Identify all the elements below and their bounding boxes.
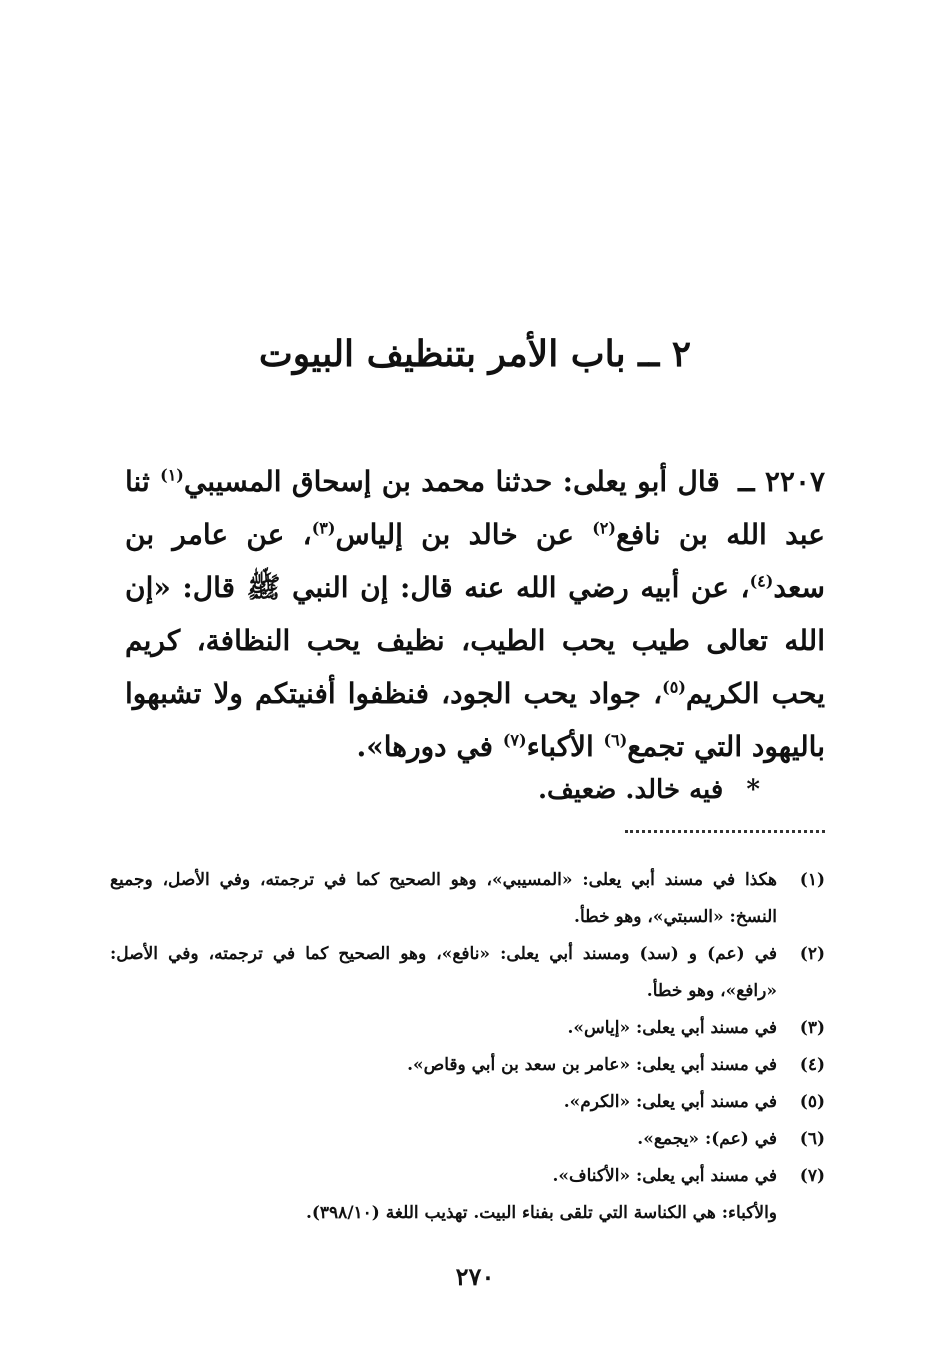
footnote-item [110, 1047, 825, 1084]
footnotes-list [110, 862, 825, 1232]
footnote-number: (٦) [799, 1129, 825, 1149]
footnote-ref: (٢) [592, 518, 616, 538]
footnote-text: في مسند أبي يعلى: «الكرم». [563, 1092, 777, 1112]
footnote-ref: (١) [160, 465, 184, 485]
hadith-segment: ، جواد يحب الجود، فنظفوا أفنيتكم ولا تشبهوا باليهود التي تجمع [125, 677, 825, 763]
hadith-body [125, 465, 825, 763]
footnote-ref: (٣) [311, 518, 336, 538]
ruling-text: فيه خالد. ضعيف. [537, 775, 724, 805]
footnote-item [110, 936, 825, 1010]
hadith-segment: ، عن أبيه رضي الله عنه قال: إن النبي ﷺ قال: «إن الله تعالى طيب يحب الطيب، نظيف يحب النظافة، كريم يحب الكريم [125, 571, 825, 710]
footnote-number: (١) [799, 870, 825, 890]
hadith-number: ٢٢٠٧ ــ [738, 465, 826, 498]
footnote-number: (٢) [799, 944, 825, 964]
footnote-item [110, 1121, 825, 1158]
footnote-text: في (عم) و (سد) ومسند أبي يعلى: «نافع»، وهو الصحيح كما في ترجمته، وفي الأصل: «رافع»، وهو خطأ. [110, 944, 777, 1001]
hadith-segment: ، عن عامر بن سعد [125, 518, 825, 604]
footnote-ref: (٤) [749, 571, 774, 591]
hadith-segment: عن خالد بن إلياس [335, 518, 593, 551]
footnote-number: (٤) [799, 1055, 825, 1075]
footnote-number: (٧) [799, 1166, 825, 1186]
chapter-title: ٢ ــ باب الأمر بتنظيف البيوت [258, 333, 692, 375]
hadith-segment: قال أبو يعلى: حدثنا محمد بن إسحاق المسيبي [183, 465, 720, 498]
footnote-item [110, 862, 825, 936]
footnote-item [110, 1158, 825, 1195]
footnote-ref: (٧) [502, 730, 527, 750]
footnote-text: في مسند أبي يعلى: «إياس». [567, 1018, 777, 1038]
footnote-text: هكذا في مسند أبي يعلى: «المسيبي»، وهو الصحيح كما في ترجمته، وفي الأصل، وجميع النسخ: «السبتي»، وهو خطأ. [110, 870, 777, 927]
page-number: ٢٧٠ [455, 1262, 495, 1291]
footnote-ref: (٥) [662, 677, 686, 697]
ruling-note [538, 770, 760, 810]
footnote-text: في مسند أبي يعلى: «الأكناف». [552, 1166, 777, 1186]
footnote-item [110, 1010, 825, 1047]
asterisk-icon: * [746, 775, 760, 805]
footnote-text: في مسند أبي يعلى: «عامر بن سعد بن أبي وقاص». [407, 1055, 777, 1075]
footnote-separator [625, 830, 825, 833]
hadith-segment: الأكباء [526, 730, 604, 763]
footnote-number: (٥) [799, 1092, 825, 1112]
footnote-item [110, 1084, 825, 1121]
footnote-definition: والأكباء: هي الكناسة التي تلقى بفناء البيت. تهذيب اللغة (٣٩٨/١٠). [305, 1203, 777, 1223]
footnote-number: (٣) [799, 1018, 825, 1038]
hadith-segment: في دورها». [356, 730, 503, 763]
footnote-ref: (٦) [603, 730, 628, 750]
footnote-text: في (عم): «يجمع». [637, 1129, 777, 1149]
hadith-text [125, 455, 825, 773]
hadith-segment: ثنا عبد الله بن نافع [125, 465, 825, 551]
